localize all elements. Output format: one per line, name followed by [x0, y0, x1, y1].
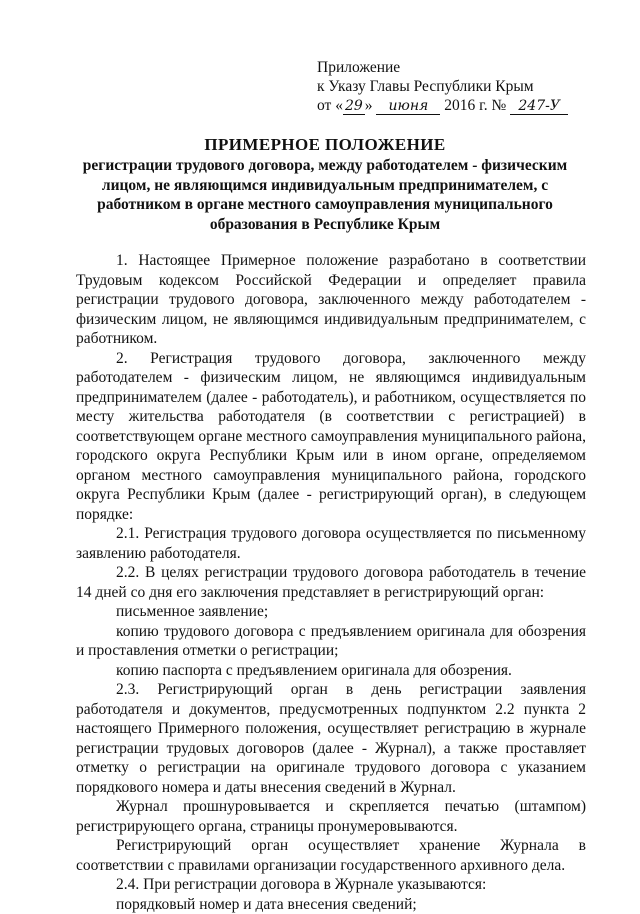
date-prefix: от « [317, 97, 343, 114]
paragraph-2: 2. Регистрация трудового договора, заключенного между работодателем - физическим лицом, не являющимся индивидуальным предпринимателем (далее - работодатель), и работником, осуществляется по месту жительства работодателя (в соответствии с регистрацией) в соответствующем органе местного самоуправления муниципального района, городского округа Республики Крым или в ином органе, определяемом органом местного самоуправления муниципального района, городского округа Республики Крым (далее - регистрирующий орган), в следующем порядке: [76, 349, 586, 525]
paragraph-2-2: 2.2. В целях регистрации трудового договора работодатель в течение 14 дней со дня его заключения представляет в регистрирующий орган: [76, 563, 586, 602]
appendix-header [317, 58, 617, 115]
decree-number-handwritten: 247-У [510, 99, 568, 115]
appendix-decree-ref: к Указу Главы Республики Крым [317, 77, 617, 96]
paragraph-2-4: 2.4. При регистрации договора в Журнале указываются: [76, 875, 586, 895]
paragraph-journal-storage: Регистрирующий орган осуществляет хранение Журнала в соответствии с правилами организации государственного архивного дела. [76, 836, 586, 875]
list-item-passport-copy: копию паспорта с предъявлением оригинала для обозрения. [76, 661, 586, 681]
appendix-label: Приложение [317, 58, 617, 77]
document-subtitle: регистрации трудового договора, между работодателем - физическим лицом, не являющимся индивидуальным предпринимателем, с работником в органе местного самоуправления муниципального образования в Республике Крым [60, 156, 590, 234]
date-year: 2016 г. № [440, 97, 510, 114]
paragraph-2-3: 2.3. Регистрирующий орган в день регистрации заявления работодателя и документов, предусмотренных подпунктом 2.2 пункта 2 настоящего Примерного положения, осуществляет регистрацию в журнале регистрации трудовых договоров (далее - Журнал), а также проставляет отметку о регистрации на оригинале трудового договора с указанием порядкового номера и даты внесения сведений в Журнал. [76, 680, 586, 797]
date-mid: » [365, 97, 377, 114]
paragraph-2-1: 2.1. Регистрация трудового договора осуществляется по письменному заявлению работодателя. [76, 524, 586, 563]
list-item-sequence-number: порядковый номер и дата внесения сведений; [76, 895, 586, 914]
list-item-contract-copy: копию трудового договора с предъявлением оригинала для обозрения и проставления отметки о регистрации; [76, 622, 586, 661]
date-day-handwritten: 29 [343, 99, 365, 115]
paragraph-1: 1. Настоящее Примерное положение разработано в соответствии Трудовым кодексом Российской Федерации и определяет правила регистрации трудового договора, заключенного между работодателем - физическим лицом, не являющимся индивидуальным предпринимателем, с работником. [76, 251, 586, 349]
document-title: ПРИМЕРНОЕ ПОЛОЖЕНИЕ [60, 134, 590, 156]
date-month-handwritten: июня [376, 99, 440, 115]
paragraph-journal-binding: Журнал прошнуровывается и скрепляется печатью (штампом) регистрирующего органа, страницы пронумеровываются. [76, 797, 586, 836]
appendix-date-line [317, 96, 617, 115]
document-title-block [60, 134, 590, 234]
list-item-application: письменное заявление; [76, 602, 586, 622]
document-body [76, 251, 586, 914]
